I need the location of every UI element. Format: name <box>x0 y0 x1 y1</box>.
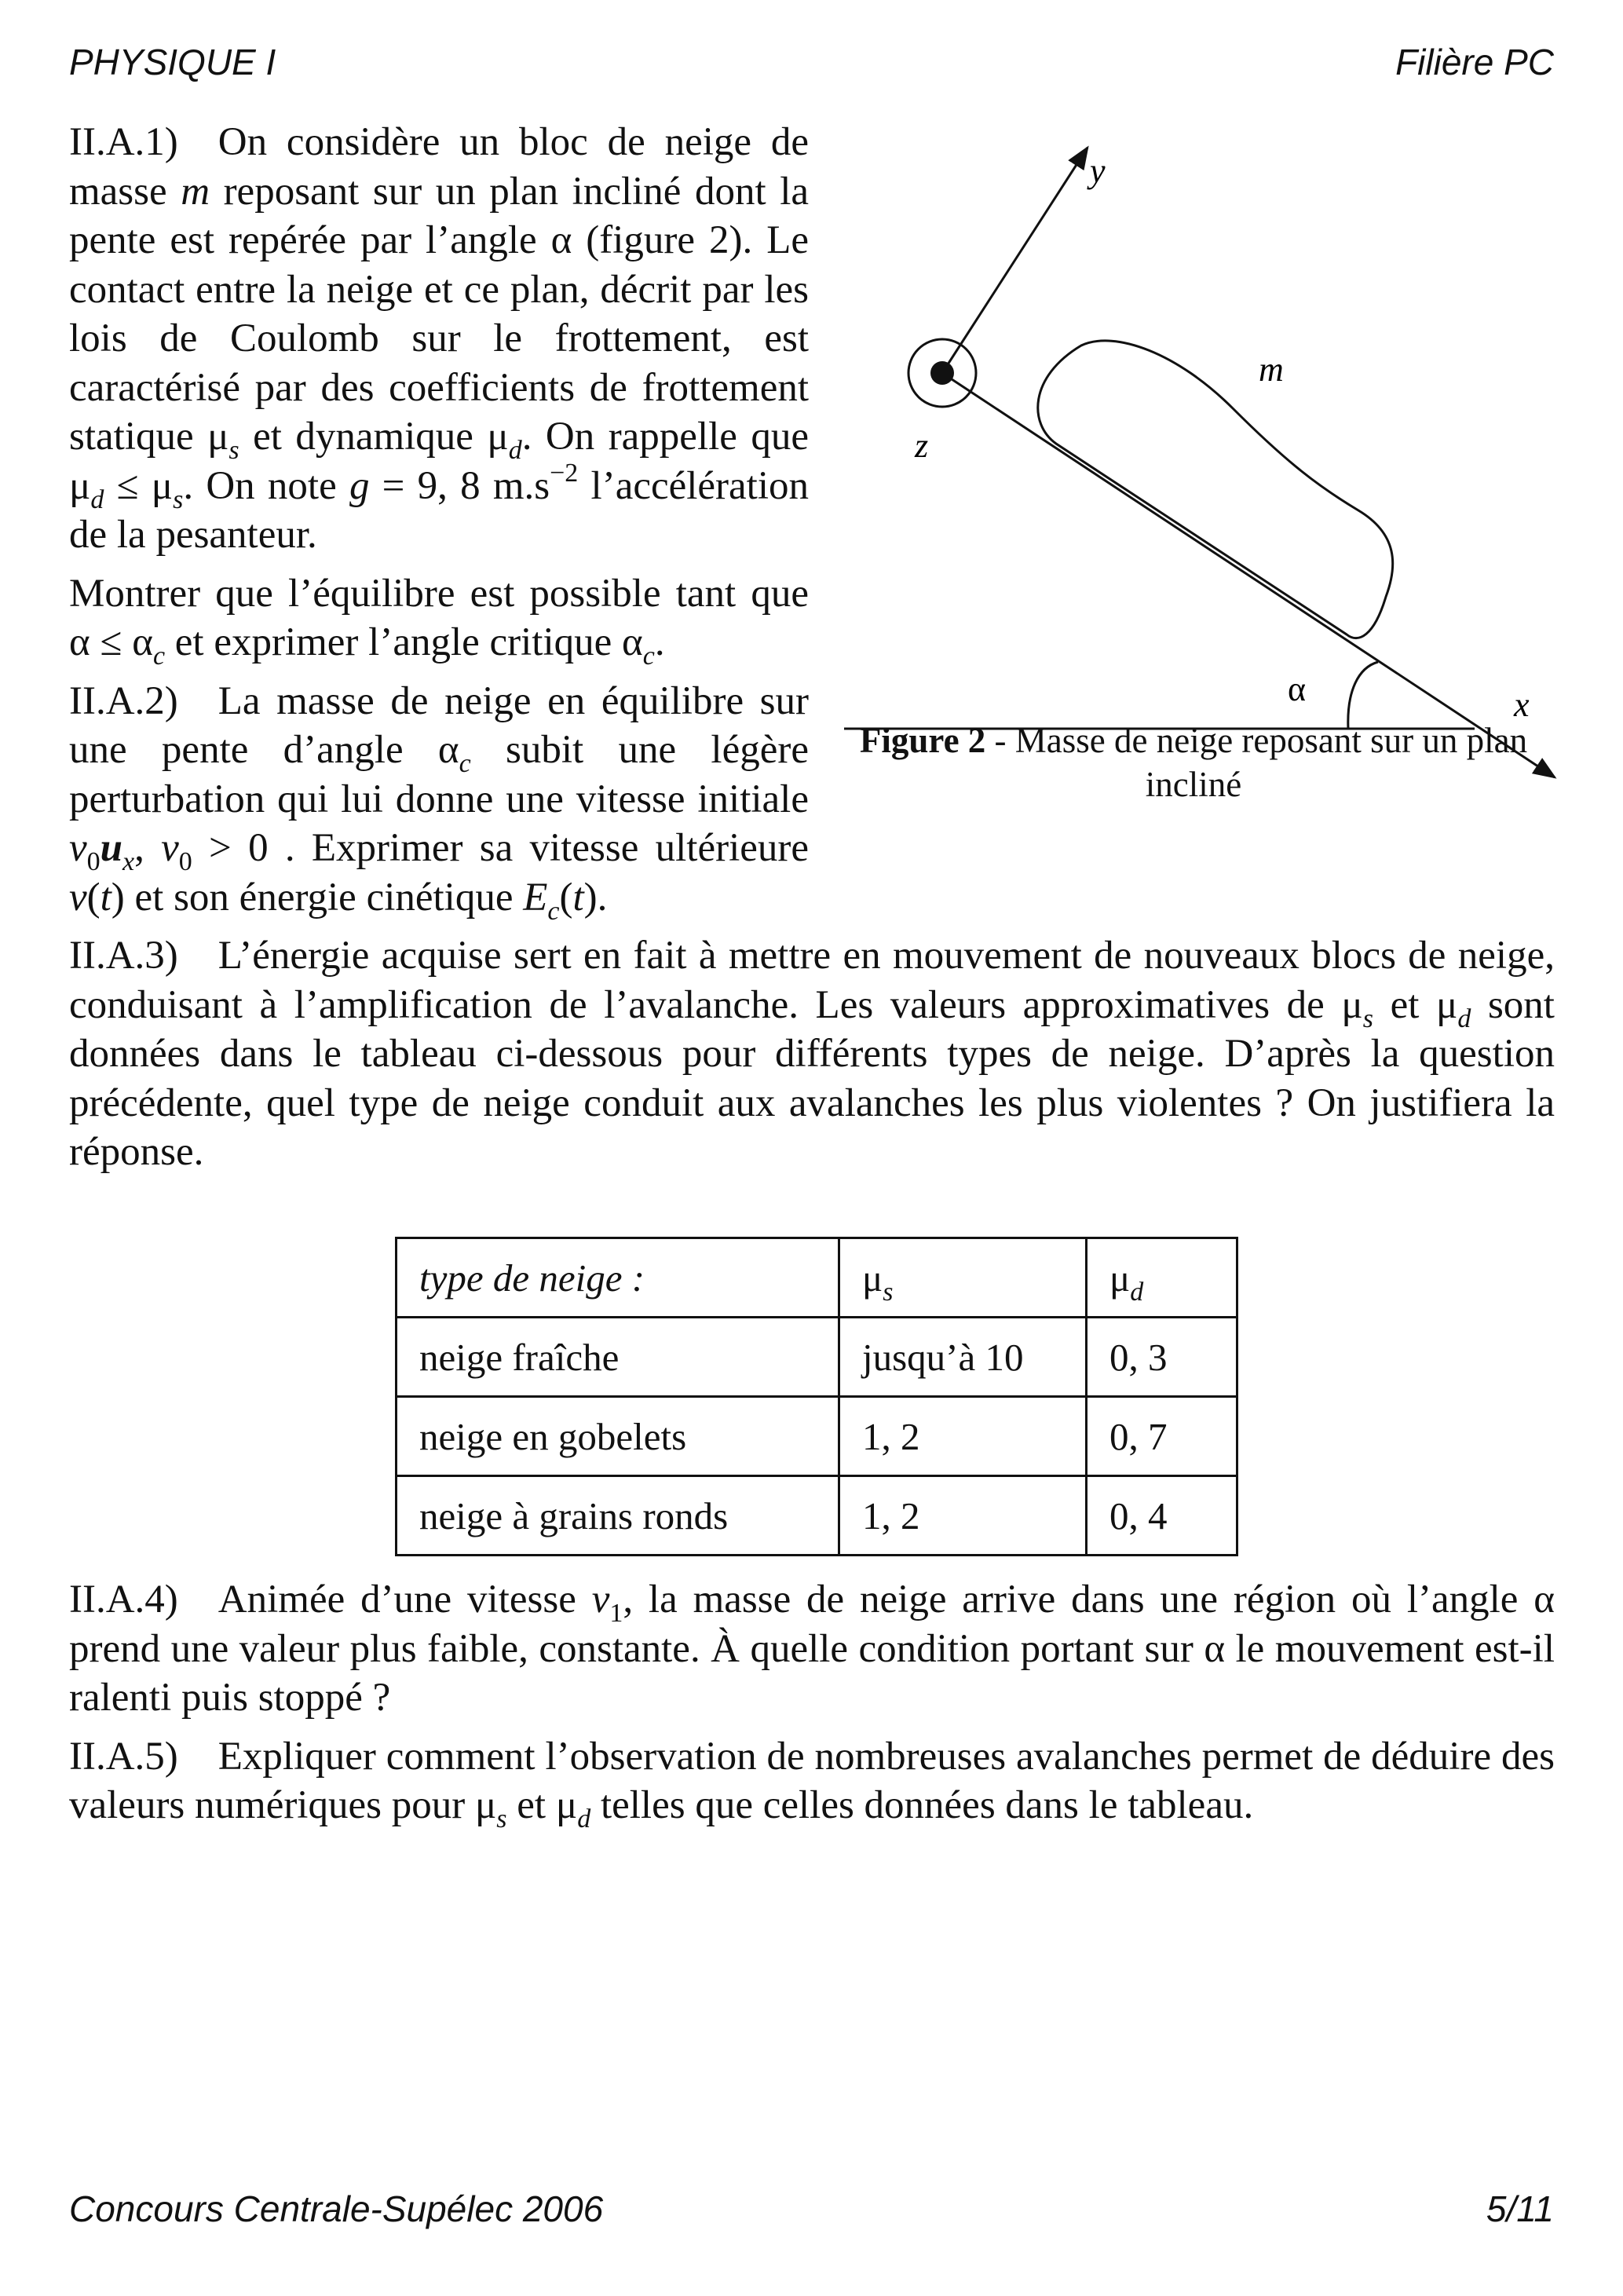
table-row <box>397 1476 1237 1556</box>
math-symbol: s <box>173 484 184 514</box>
text-run: et dynamique μ <box>239 415 509 459</box>
cell-mu-s: 1, 2 <box>839 1476 1087 1556</box>
math-symbol: s <box>228 436 239 465</box>
math-symbol: s <box>496 1804 507 1834</box>
math-symbol: c <box>152 642 166 671</box>
text-run: reposant sur un plan incliné dont la pente est repérée par l’angle α (figure 2). Le contact entre la neige et ce plan, décrit par les lois de Coulomb sur le frottement, est caractérisé par des coefficients de frottement statique μ <box>69 169 809 459</box>
math-symbol: d <box>90 484 104 514</box>
cell-type: neige fraîche <box>397 1318 839 1397</box>
math-symbol: 0 <box>178 847 192 876</box>
text-run: = 9, 8 m.s <box>369 463 550 508</box>
text-run: sont données dans le tableau ci-dessous pour différents types de neige. D’après la question précédente, quel type de neige conduit aux avalanches les plus violentes ? On justifiera la réponse. <box>69 982 1555 1174</box>
math-symbol: v <box>161 826 179 870</box>
text-run: ). <box>583 875 608 919</box>
cell-type: neige à grains ronds <box>397 1476 839 1556</box>
question-II-A-4 <box>69 1575 1555 1723</box>
table-row <box>397 1397 1237 1476</box>
exam-text-lower <box>69 1575 1555 1840</box>
math-symbol: m <box>181 169 210 214</box>
text-run: > 0 . Exprimer sa vitesse ultérieure <box>192 826 810 870</box>
header-type: type de neige : <box>397 1238 839 1318</box>
text-run: , <box>134 826 162 870</box>
question-II-A-5 <box>69 1732 1555 1834</box>
math-symbol: g <box>349 463 370 508</box>
math-symbol: E <box>523 875 548 919</box>
text-run: subit une légère perturbation qui lui donne une vitesse initiale <box>69 728 809 821</box>
text-run: II.A.2) La masse de neige en équilibre sur une pente d’angle α <box>69 678 809 772</box>
text-run: . On rappelle que μ <box>69 415 809 508</box>
math-symbol: s <box>1362 1004 1373 1033</box>
text-run: II.A.1) On considère un bloc de neige de masse <box>69 120 809 214</box>
caption-label: Figure 2 <box>859 721 986 760</box>
text-run: telles que celles données dans le tableau. <box>590 1783 1254 1827</box>
table-header-row <box>397 1238 1237 1318</box>
question-II-A-3 <box>69 931 1555 1177</box>
header-mu-d: $\mu_d$ <box>1087 1238 1237 1318</box>
header-subject: PHYSIQUE I <box>69 42 276 82</box>
math-symbol: v <box>69 826 87 870</box>
math-symbol: c <box>642 642 655 671</box>
text-run: . On note <box>183 463 349 508</box>
header-track: Filière PC <box>1395 42 1554 82</box>
cell-mu-s: 1, 2 <box>839 1397 1087 1476</box>
math-symbol: c <box>547 896 560 926</box>
text-run: et exprimer l’angle critique α <box>165 620 643 664</box>
text-run: . <box>654 620 665 664</box>
snow-friction-table <box>395 1237 1238 1556</box>
label-alpha: α <box>1288 670 1307 708</box>
math-symbol: d <box>1457 1004 1471 1033</box>
text-run: II.A.5) Expliquer comment l’observation de nombreuses avalanches permet de déduire des valeurs numériques pour μ <box>69 1734 1555 1827</box>
text-run: ) et son énergie cinétique <box>111 875 524 919</box>
text-run: ( <box>559 875 573 919</box>
text-run: , la masse de neige arrive dans une région où l’angle α prend une valeur plus faible, constante. À quelle condition portant sur α le mouvement est-il ralenti puis stoppé ? <box>69 1578 1555 1720</box>
math-symbol: d <box>577 1804 591 1834</box>
math-symbol: t <box>572 875 584 919</box>
cell-mu-d: 0, 7 <box>1087 1397 1237 1476</box>
label-x: x <box>1514 686 1530 724</box>
text-run: Montrer que l’équilibre est possible tant que α ≤ α <box>69 571 809 664</box>
text-run: II.A.3) L’énergie acquise sert en fait à mettre en mouvement de nouveaux blocs de neige, conduisant à l’amplification de l’avalanche. Les valeurs approximatives de μ <box>69 934 1555 1027</box>
math-symbol: v <box>591 1578 610 1621</box>
math-symbol: d <box>508 436 522 465</box>
text-run: l’accélération de la pesanteur. <box>69 463 809 557</box>
table-row <box>397 1318 1237 1397</box>
cell-mu-s: jusqu’à 10 <box>839 1318 1087 1397</box>
math-symbol: t <box>100 875 111 919</box>
label-z: z <box>915 426 929 465</box>
math-symbol: v <box>69 875 87 919</box>
label-y: y <box>1090 152 1106 190</box>
text-run: ( <box>86 875 101 919</box>
math-symbol: x <box>122 847 135 876</box>
text-run: et μ <box>506 1783 578 1827</box>
math-symbol: u <box>100 826 123 870</box>
footer-contest: Concours Centrale-Supélec 2006 <box>69 2188 604 2229</box>
math-symbol: 0 <box>86 847 101 876</box>
math-symbol: −2 <box>550 458 579 488</box>
cell-type: neige en gobelets <box>397 1397 839 1476</box>
cell-mu-d: 0, 4 <box>1087 1476 1237 1556</box>
text-run: ≤ μ <box>104 463 174 508</box>
text-run: II.A.4) Animée d’une vitesse <box>69 1578 592 1621</box>
math-symbol: 1 <box>609 1599 623 1628</box>
header-mu-s: $\mu_s$ <box>839 1238 1087 1318</box>
text-run: et μ <box>1373 982 1458 1027</box>
footer-page-number: 5/11 <box>1486 2188 1554 2229</box>
cell-mu-d: 0, 3 <box>1087 1318 1237 1397</box>
exam-text <box>69 118 1555 1186</box>
caption-text: - Masse de neige reposant sur un plan incliné <box>985 721 1528 804</box>
math-symbol: c <box>459 749 471 778</box>
label-m: m <box>1259 350 1284 389</box>
